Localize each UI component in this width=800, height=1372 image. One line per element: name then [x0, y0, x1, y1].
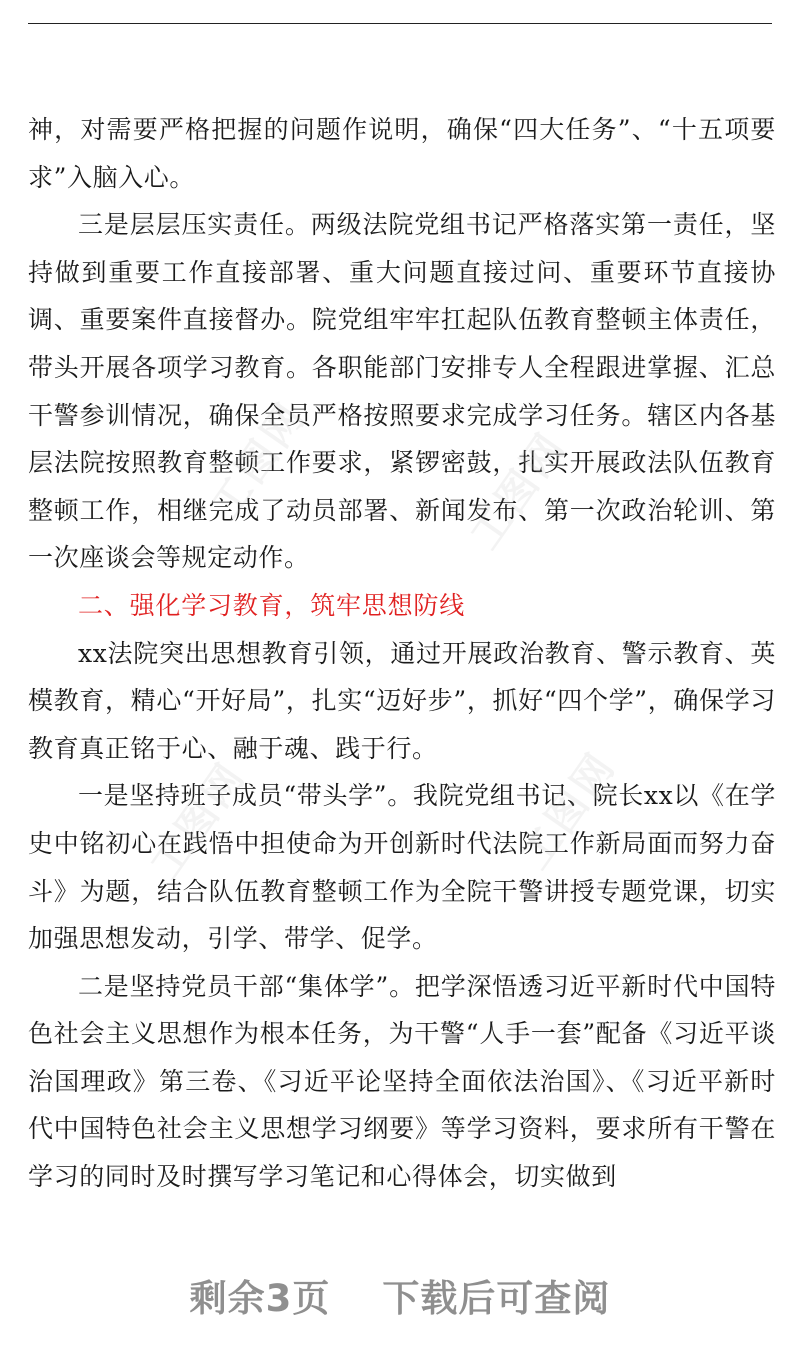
watermark-text: 工图网 [512, 743, 626, 878]
remaining-pages-label: 剩余3页 [189, 1277, 331, 1320]
download-to-view-label: 下载后可查阅 [382, 1277, 611, 1320]
paragraph-collective-study: 二是坚持党员干部“集体学”。把学深悟透习近平新时代中国特色社会主义思想作为根本任务，为干警“人手一套”配备《习近平谈治国理政》第三卷、《习近平论坚持全面依法治国》、《习近平新时代中国特色社会主义思想学习纲要》等学习资料，要求所有干警在学习的同时及时撰写学习笔记和心得体会，切实做到 [28, 971, 776, 1192]
watermark-text: 工图网 [202, 393, 316, 528]
download-prompt[interactable] [0, 1268, 800, 1322]
section-heading: 二、强化学习教育，筑牢思想防线 [78, 590, 466, 620]
watermark-text: 工图网 [142, 753, 256, 888]
document-body [28, 106, 776, 1201]
paragraph-leadership-study: 一是坚持班子成员“带头学”。我院党组书记、院长xx以《在学史中铭初心在践悟中担使命为开创新时代法院工作新局面而努力奋斗》为题，结合队伍教育整顿工作为全院干警讲授专题党课，切实加强思想发动，引学、带学、促学。 [28, 781, 776, 954]
paragraph-responsibility: 三是层层压实责任。两级法院党组书记严格落实第一责任，坚持做到重要工作直接部署、重大问题直接过问、重要环节直接协调、重要案件直接督办。院党组牢牢扛起队伍教育整顿主体责任，带头开展各项学习教育。各职能部门安排专人全程跟进掌握、汇总干警参训情况，确保全员严格按照要求完成学习任务。辖区内各基层法院按照教育整顿工作要求，紧锣密鼓，扎实开展政法队伍教育整顿工作，相继完成了动员部署、新闻发布、第一次政治轮训、第一次座谈会等规定动作。 [28, 210, 776, 573]
watermark-text: 工图网 [462, 423, 576, 558]
paragraph-continuation: 神，对需要严格把握的问题作说明，确保“四大任务”、“十五项要求”入脑入心。 [28, 115, 776, 192]
paragraph-study-intro: xx法院突出思想教育引领，通过开展政治教育、警示教育、英模教育，精心“开好局”，扎实“迈好步”，抓好“四个学”，确保学习教育真正铭于心、融于魂、践于行。 [28, 638, 776, 763]
header-rule [28, 23, 772, 24]
